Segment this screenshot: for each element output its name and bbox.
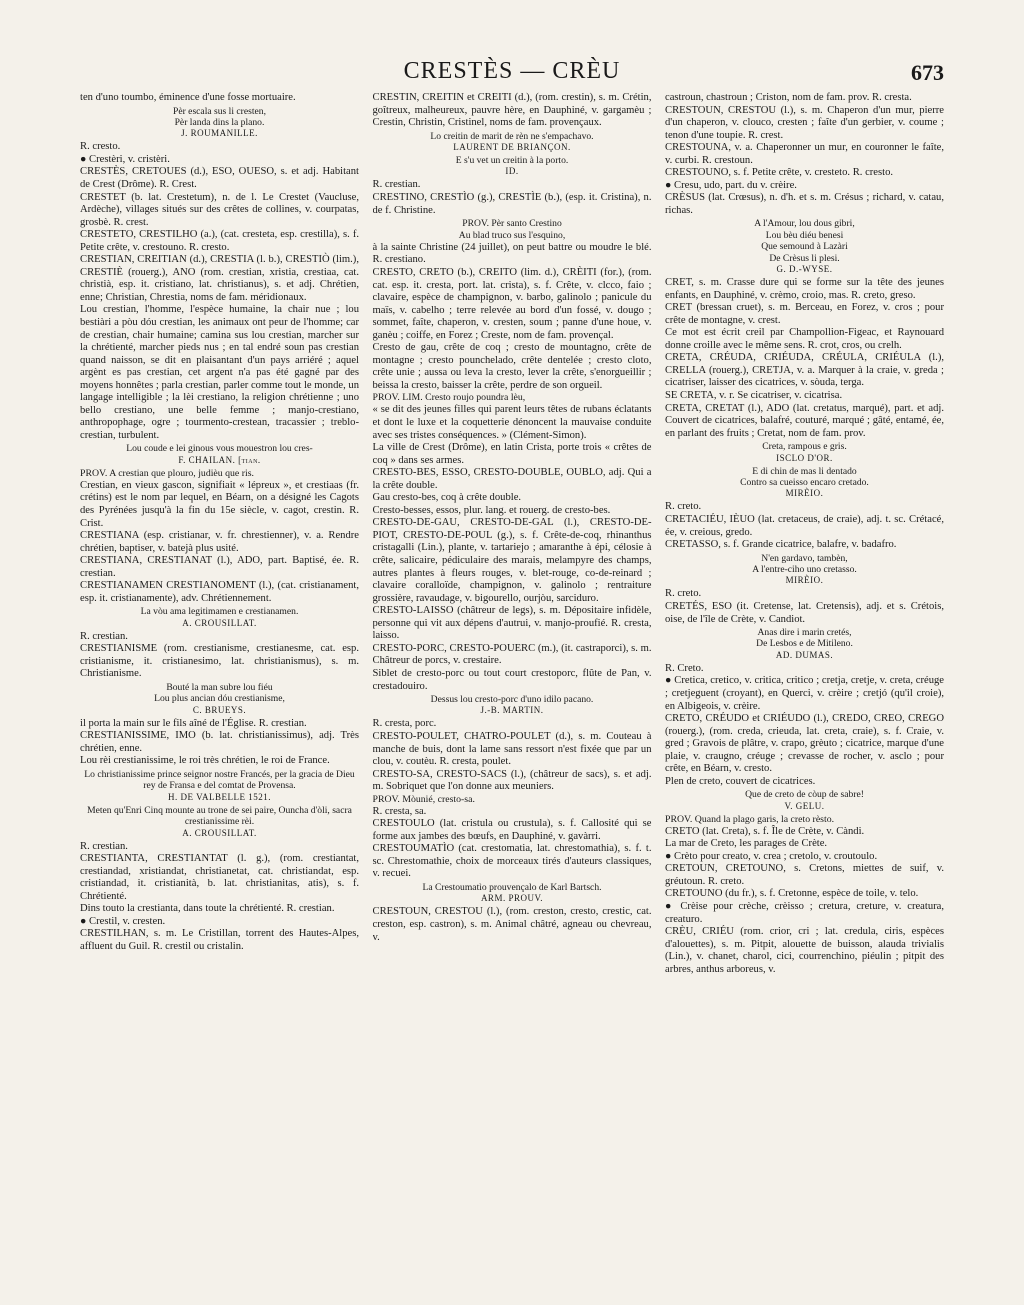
quotation <box>373 694 652 716</box>
proverb: PROV. Mòunié, cresto-sa. <box>372 793 475 805</box>
quotation-line: Anas dire i marin cretés, <box>757 627 852 639</box>
dictionary-entry: R. crestian. <box>372 179 421 191</box>
dictionary-entry: CRESTO-POULET, CHATRO-POULET (d.), s. m. Couteau à manche de buis, dont la lame sans ressort n'est fixée que par un clou, v. coutèu. R. cresta, poulet. <box>372 731 652 768</box>
dictionary-entry: CRESTOULO (lat. cristula ou crustula), s. f. Callosité qui se forme aux jambes des bœufs, en Dauphiné, v. gavàrri. <box>372 818 652 842</box>
quotation-line: N'en gardavo, tambèn, <box>761 552 848 564</box>
quotation <box>80 769 359 803</box>
dictionary-entry: CRESTIANISSIME, IMO (b. lat. christianissimus), adj. Très chrétien, enne. <box>80 730 359 754</box>
quotation-line: Bouté la man subre lou fiéu <box>166 681 273 693</box>
dictionary-entry: CRETOUN, CRETOUNO, s. Cretons, miettes de suif, v. gréutoun. R. creto. <box>665 863 944 887</box>
dictionary-entry: CRESTO-LAISSO (châtreur de legs), s. m. Dépositaire infidèle, personne qui vit aux dépens d'autrui, v. manjo-proufié. R. cresta, laisso. <box>372 605 652 642</box>
dictionary-entry: CRESTINO, CRESTÌO (g.), CRESTÌE (b.), (esp. it. Cristina), n. de f. Christine. <box>372 192 652 216</box>
quotation-attribution: A. CROUSILLAT. <box>182 617 257 628</box>
dictionary-entry: CRETOUNO (du fr.), s. f. Cretonne, espèce de toile, v. telo. <box>665 888 919 900</box>
quotation-line: Que semound à Lazàri <box>761 241 848 253</box>
quotation-line: Lou plus ancian dóu crestianisme, <box>154 693 285 705</box>
quotation-attribution: LAURENT DE BRIANÇON. <box>453 142 571 153</box>
column-middle <box>373 92 652 1292</box>
dictionary-entry: CRETACIÉU, IÈUO (lat. cretaceus, de craie), adj. t. sc. Crétacé, ée, v. creious, gredo. <box>665 513 944 538</box>
dictionary-entry: CRESTIN, CREITIN et CREITI (d.), (rom. crestin), s. m. Crétin, goîtreux, malheureux, pauvre hère, en Dauphiné, v. gargamèu ; Crestin, Christin, Cristinel, noms de fam. provençaux. <box>372 92 652 129</box>
dictionary-entry: ten d'uno toumbo, éminence d'une fosse mortuaire. <box>80 92 296 103</box>
dictionary-entry: R. Creto. <box>665 662 704 674</box>
dictionary-entry: R. crestian. <box>80 840 128 852</box>
dictionary-entry: Cresto-besses, essos, plur. lang. et rouerg. de cresto-bes. <box>372 504 611 516</box>
quotation <box>373 218 652 241</box>
dictionary-entry: CRETASSO, s. f. Grande cicatrice, balafre, v. badafro. <box>665 539 897 551</box>
text-columns <box>80 92 944 1292</box>
quotation-line: Pèr landa dins la plano. <box>174 116 265 128</box>
quotation-attribution: J. ROUMANILLE. <box>181 128 258 139</box>
dictionary-entry: CRESTILHAN, s. m. Le Cristillan, torrent des Hautes-Alpes, affluent du Guil. R. crestil ou cristalin. <box>80 928 359 952</box>
dictionary-entry: castroun, chastroun ; Criston, nom de fam. prov. R. cresta. <box>665 92 912 103</box>
dictionary-entry: ● Cretica, cretico, v. critica, critico ; cretja, cretje, v. creta, créuge ; cretjeguent (croyant), en Querci, v. crèire ; cretjó (qu'il croie), en Albigeois, v. crèire. <box>665 675 944 712</box>
quotation-line: La Crestoumatìo prouvençalo de Karl Bartsch. <box>422 882 602 894</box>
quotation-line: Meten qu'Enri Cinq mounte au trone de sei paire, Ouncha d'òli, sacra crestianissime rèi. <box>87 804 352 828</box>
quotation <box>80 443 359 465</box>
dictionary-entry: La mar de Creto, les parages de Crète. <box>665 838 828 850</box>
dictionary-entry: Cresto de gau, crête de coq ; cresto de mountagno, crête de montagne ; cresto pounchelado, crête dentelée ; cresto cloto, crête unie ; aussa ou leva la cresto, lever la crête, s'enorgueillir ; beissa la cresto, baisser la crête, perdre de son orgueil. <box>372 342 652 391</box>
dictionary-entry: CRESTO, CRETO (b.), CREITO (lim. d.), CRÈITI (for.), (rom. cat. esp. it. cresta, port. lat. crista), s. f. Crête, v. clcco, faio ; clavaire, espèce de champignon, v. barbo, galinolo ; panicule du maïs, v. cabelho ; terre relevée au bord d'un fossé, v. dougo ; sommet, faîte, chaperon, v. cresten, soum ; panne d'une houe, v. ganèu ; coiffe, en Forez ; Creste, nom de fam. provençal. <box>372 267 652 341</box>
dictionary-entry: Crestian, en vieux gascon, signifiait « lépreux », et crestiaas (fr. crétins) est le nom par lequel, en Béarn, on a désigné les Cagots des Pyrénées jusqu'à la fin du 15e siècle, v. cagot, crestin. R. Crist. <box>80 479 359 529</box>
quotation-attribution: G. D.-WYSE. <box>776 264 833 275</box>
dictionary-entry: CRESTOUMATÌO (cat. crestomatia, lat. chrestomathia), s. f. t. sc. Chrestomathie, choix de morceaux tirés d'auteurs classiques, v. recuei. <box>372 843 652 880</box>
quotation-attribution: ISCLO D'OR. <box>776 452 833 463</box>
dictionary-entry: R. crestian. <box>80 630 128 642</box>
dictionary-entry: CRESTOUNO, s. f. Petite crête, v. cresteto. R. cresto. <box>665 167 894 179</box>
dictionary-entry: ● Crèto pour creato, v. crea ; cretolo, v. croutoulo. <box>665 850 878 862</box>
column-right <box>665 92 944 1292</box>
quotation <box>80 106 359 140</box>
quotation-attribution: ID. <box>505 166 519 177</box>
dictionary-entry: CRET, s. m. Crasse dure qui se forme sur la tête des jeunes enfants, en Dauphiné, v. crèmo, croio, mas. R. creto, greso. <box>665 277 944 301</box>
dictionary-entry: il porta la main sur le fils aîné de l'Église. R. crestian. <box>80 717 307 729</box>
quotation-line: Pèr escala sus li cresten, <box>173 105 266 117</box>
dictionary-entry: ● Cresu, udo, part. du v. crèire. <box>665 179 797 191</box>
dictionary-entry: Plen de creto, couvert de cicatrices. <box>665 775 816 787</box>
quotation-attribution: C. BRUEYS. <box>192 704 247 715</box>
dictionary-entry: Ce mot est écrit creil par Champollion-Figeac, et Raynouard donne croille avec le même sens. R. crot, cros, ou crelh. <box>665 327 944 351</box>
quotation-line: De Lesbos e de Mitileno. <box>756 638 853 650</box>
quotation-attribution: MIRÈIO. <box>785 575 824 586</box>
dictionary-entry: CRETO, CRÉUDO et CRIÉUDO (l.), CREDO, CREO, CREGO (rouerg.), (rom. creda, crieuda, lat. creta, craie), s. f. Craie, v. gred ; Gravois de plâtre, v. crapo, grèuto ; cicatrice, marque d'une plaie, v. craugno, créuge ; crevasse de rocher, v. asclo ; pour crête, en Béarn, v. cresto. <box>665 713 944 775</box>
dictionary-entry: CRESTIANA, CRESTIANAT (l.), ADO, part. Baptisé, ée. R. crestian. <box>80 555 359 579</box>
dictionary-entry: CRET (bressan cruet), s. m. Berceau, en Forez, v. cros ; pour crête de montagne, v. crest. <box>665 302 944 326</box>
dictionary-entry: CRESTO-DE-GAU, CRESTO-DE-GAL (l.), CRESTO-DE-PIOT, CRESTO-DE-POUL (g.), s. f. Crête-de-coq, rhinanthus cristagalli (Lin.), plante, v. tartariejo ; amaranthe à épi, célosie à crête, salicaire, pédiculaire des marais, melampyre des champs, autres plantes à fleurs rouges, v. blet-rouge, co-de-reinard ; clavaire coralloïde, champignon, v. galinolo ; rentraiture grossière, ravaudage, v. bigourello, ourjòu, sarciduro. <box>372 517 652 604</box>
quotation-line: La vòu ama legitimamen e crestianamen. <box>140 606 299 618</box>
quotation-attribution: J.-B. MARTIN. <box>480 705 544 716</box>
dictionary-entry: « se dit des jeunes filles qui parent leurs têtes de rubans éclatants et dont le luxe et la coquetterie dénoncent la mauvaise conduite avec ses tristes conséquences. » (Clément-Simon). <box>372 404 652 441</box>
quotation-line: Lou coude e lei ginous vous mouestron lou cres- <box>126 443 313 455</box>
quotation <box>665 789 944 811</box>
quotation-line: Dessus lou cresto-porc d'uno idilo pacano. <box>430 694 594 706</box>
quotation-line: Creta, rampous e gris. <box>762 441 847 453</box>
running-head <box>80 58 944 88</box>
dictionary-entry: Dins touto la crestianta, dans toute la chrétienté. R. crestian. <box>80 903 335 915</box>
quotation-line: Que de creto de còup de sabre! <box>745 789 864 801</box>
dictionary-entry: CRETA, CRÉUDA, CRIÉUDA, CRÉULA, CRIÉULA (l.), CRELLA (rouerg.), CRETJA, v. a. Marquer à la craie, v. greda ; cicatriser, laisser des cicatrices, v. sòuda, terga. <box>665 352 944 389</box>
quotation <box>665 218 944 275</box>
dictionary-entry: CRESTOUNA, v. a. Chaperonner un mur, en couronner le faîte, v. curbi. R. crestoun. <box>665 142 944 166</box>
dictionary-entry: CRETÉS, ESO (it. Cretense, lat. Cretensis), adj. et s. Crétois, oise, de l'île de Crète, v. Candiot. <box>665 600 944 625</box>
dictionary-entry: ● Crestil, v. cresten. <box>80 915 166 927</box>
dictionary-entry: CRESTO-SA, CRESTO-SACS (l.), (châtreur de sacs), s. et adj. m. Sobriquet que l'on donne aux meuniers. <box>372 768 652 793</box>
dictionary-entry: CRESTO-BES, ESSO, CRESTO-DOUBLE, OUBLO, adj. Qui a la crête double. <box>372 467 652 491</box>
dictionary-entry: ● Crèise pour crèche, crèisso ; cretura, creture, v. creatura, creaturo. <box>665 901 944 925</box>
column-left <box>80 92 359 1292</box>
proverb: PROV. A crestian que plouro, judièu que ris. <box>80 467 254 479</box>
dictionary-entry: La ville de Crest (Drôme), en latin Crista, porte trois « crêtes de coq » dans ses armes. <box>372 442 652 466</box>
quotation-attribution: AD. DUMAS. <box>775 649 834 660</box>
quotation-line: A l'Amour, lou dous gibri, <box>754 218 855 230</box>
quotation <box>80 805 359 839</box>
dictionary-entry: CRESTOUN, CRESTOU (l.), (rom. creston, cresto, crestic, cat. creston, esp. castron), s. m. Animal châtré, agneau ou chevreau, v. <box>372 906 652 943</box>
quotation-attribution: MIRÈIO. <box>785 488 824 499</box>
dictionary-entry: CRETO (lat. Creta), s. f. Île de Crète, v. Càndi. <box>665 825 865 837</box>
quotation <box>373 155 652 177</box>
dictionary-entry: R. creto. <box>665 588 702 600</box>
dictionary-entry: Lou rèi crestianissime, le roi très chrétien, le roi de France. <box>80 755 330 767</box>
dictionary-entry: R. creto. <box>665 501 702 513</box>
dictionary-entry: R. cresta, sa. <box>372 805 427 817</box>
quotation-line: Lou bèu diéu benesi <box>765 229 844 241</box>
dictionary-entry: CRESTIANTA, CRESTIANTAT (l. g.), (rom. crestiantat, crestiandad, xristiandat, christianetat, cat. christiandat, esp. cristiandad, it. cristianità, b. lat. christianitas, atis), s. f. Chrétienté. <box>80 853 359 902</box>
page-number: 673 <box>911 60 944 85</box>
dictionary-entry: ● Crestèri, v. cristèri. <box>80 153 170 165</box>
quotation <box>665 553 944 587</box>
dictionary-entry: CRÈSUS (lat. Crœsus), n. d'h. et s. m. Crésus ; richard, v. catau, richas. <box>665 192 944 216</box>
proverb: PROV. Quand la plago garis, la creto rèsto. <box>665 813 835 825</box>
quotation-attribution: H. DE VALBELLE 1521. <box>168 791 271 802</box>
dictionary-entry: CRESTO-PORC, CRESTO-POUERC (m.), (it. castraporci), s. m. Châtreur de porcs, v. crestaire. <box>372 642 652 667</box>
dictionary-entry: CRESTOUN, CRESTOU (l.), s. m. Chaperon d'un mur, pierre d'un chaperon, v. clouco, cresten ; faîte d'un gerbier, v. coume ; tenon d'une toupie. R. crest. <box>665 104 944 141</box>
quotation-line: Lo christianissime prince seignor nostre Francés, per la gracia de Dieu rey de Fransa e del comtat de Provensa. <box>84 768 355 792</box>
dictionary-entry: CRESTETO, CRESTILHO (a.), (cat. cresteta, esp. crestilla), s. f. Petite crête, v. crestouno. R. cresto. <box>80 229 359 253</box>
quotation-line: Contro sa cueisso encaro cretado. <box>740 477 869 489</box>
dictionary-entry: CRESTIANA (esp. cristianar, v. fr. chrestienner), v. a. Rendre chrétien, baptiser, v. batejà plus usité. <box>80 530 359 554</box>
dictionary-entry: Siblet de cresto-porc ou tout court crestoporc, flûte de Pan, v. crestadouiro. <box>372 667 652 692</box>
quotation-line: Lo creitin de marit de rèn ne s'empachavo. <box>430 130 594 142</box>
quotation <box>373 131 652 153</box>
dictionary-entry: SE CRETA, v. r. Se cicatriser, v. cicatrisa. <box>665 390 843 402</box>
quotation-line: E di chin de mas li dentado <box>752 465 857 477</box>
quotation <box>80 606 359 628</box>
dictionary-entry: Gau cresto-bes, coq à crête double. <box>372 492 522 504</box>
dictionary-entry: CRESTET (b. lat. Crestetum), n. de l. Le Crestet (Vaucluse, Ardèche), villages situés sur des crêtes de collines, v. courpatas, grosbè. R. crest. <box>80 191 359 228</box>
quotation <box>665 441 944 463</box>
dictionary-entry: CRETA, CRETAT (l.), ADO (lat. cretatus, marqué), part. et adj. Couvert de cicatrices, balafré, couturé, marqué ; gâté, entamé, ée, en parlant des fruits ; Cretat, nom de fam. prov. <box>665 402 944 439</box>
quotation-line: E s'u vet un creitin à la porto. <box>455 155 569 167</box>
dictionary-entry: R. cresta, porc. <box>372 718 437 730</box>
dictionary-entry: CRESTÈS, CRETOUES (d.), ESO, OUESO, s. et adj. Habitant de Crest (Drôme). R. Crest. <box>80 166 359 190</box>
quotation-line: PROV. Pèr santo Crestino <box>462 218 562 230</box>
quotation-attribution: A. CROUSILLAT. <box>182 827 257 838</box>
quotation-line: De Crèsus li plesi. <box>769 252 840 264</box>
quotation <box>665 627 944 661</box>
dictionary-entry: à la sainte Christine (24 juillet), on peut battre ou moudre le blé. R. crestiano. <box>372 241 652 266</box>
quotation-attribution: ARM. PROUV. <box>480 893 544 904</box>
dictionary-entry: CRÈU, CRIÉU (rom. crior, cri ; lat. credula, ciris, espèces d'alouettes), s. m. Pitpit, alouette de buisson, alauda trivialis (Lin.), v. chanet, charol, cici, courrenchino, piéulin ; pitpit des arbres, anthus arboreus, v. <box>665 926 944 975</box>
quotation <box>373 882 652 904</box>
quotation-attribution: V. GELU. <box>784 800 825 811</box>
dictionary-entry: CRESTIANISME (rom. crestianisme, crestianesme, cat. esp. cristianisme, it. cristianesimo, lat. christianismus), s. m. Christianisme. <box>80 643 359 680</box>
quotation-attribution: F. CHAILAN. [tian. <box>178 454 261 465</box>
dictionary-entry: Lou crestian, l'homme, l'espèce humaine, la chair nue ; lou bestiàri a pòu dóu crestian, les animaux ont peur de l'homme; car de crestian, chair humaine; camina sus lou crestian, marcher sur la chrétienté, marcher pieds nus ; en tal endré soun pas crestian quand naisson, se dit en plaisantant d'un pays arriéré ; aquel argènt es pas crestian, cet argent n'a pas été gagné par des moyens honnêtes ; parla crestian, parler comme tout le monde, un langage intelligible ; la lèi crestiano, la religion chrétienne ; uno bello crestiano, une belle femme ; manjo-crestiano, anthropophage, ogre ; tourmento-crestean, tracassier ; treblo-crestian, turbulent. <box>80 304 359 441</box>
proverb: PROV. LIM. Cresto roujo poundra lèu, <box>372 392 526 404</box>
dictionary-entry: CRESTIANAMEN CRESTIANOMENT (l.), (cat. cristianament, esp. it. cristianamente), adv. Chrétiennement. <box>80 580 359 604</box>
dictionary-entry: R. cresto. <box>80 141 121 153</box>
dictionary-entry: CRESTIAN, CREITIAN (d.), CRESTIA (l. b.), CRESTIÒ (lim.), CRESTIÈ (rouerg.), ANO (rom. crestian, xristia, crestiaa, cat. christià, esp. it. cristiano, lat. christianus), s. et adj. Chrétien, enne; Christian, Chrestia, noms de fam. méridionaux. <box>80 254 359 303</box>
quotation-line: A l'entre-ciho uno cretasso. <box>752 564 857 576</box>
page-title: CRESTÈS — CRÈU <box>403 58 621 84</box>
quotation <box>80 682 359 716</box>
quotation <box>665 466 944 500</box>
quotation-line: Au blad truco sus l'esquino, <box>458 229 566 241</box>
